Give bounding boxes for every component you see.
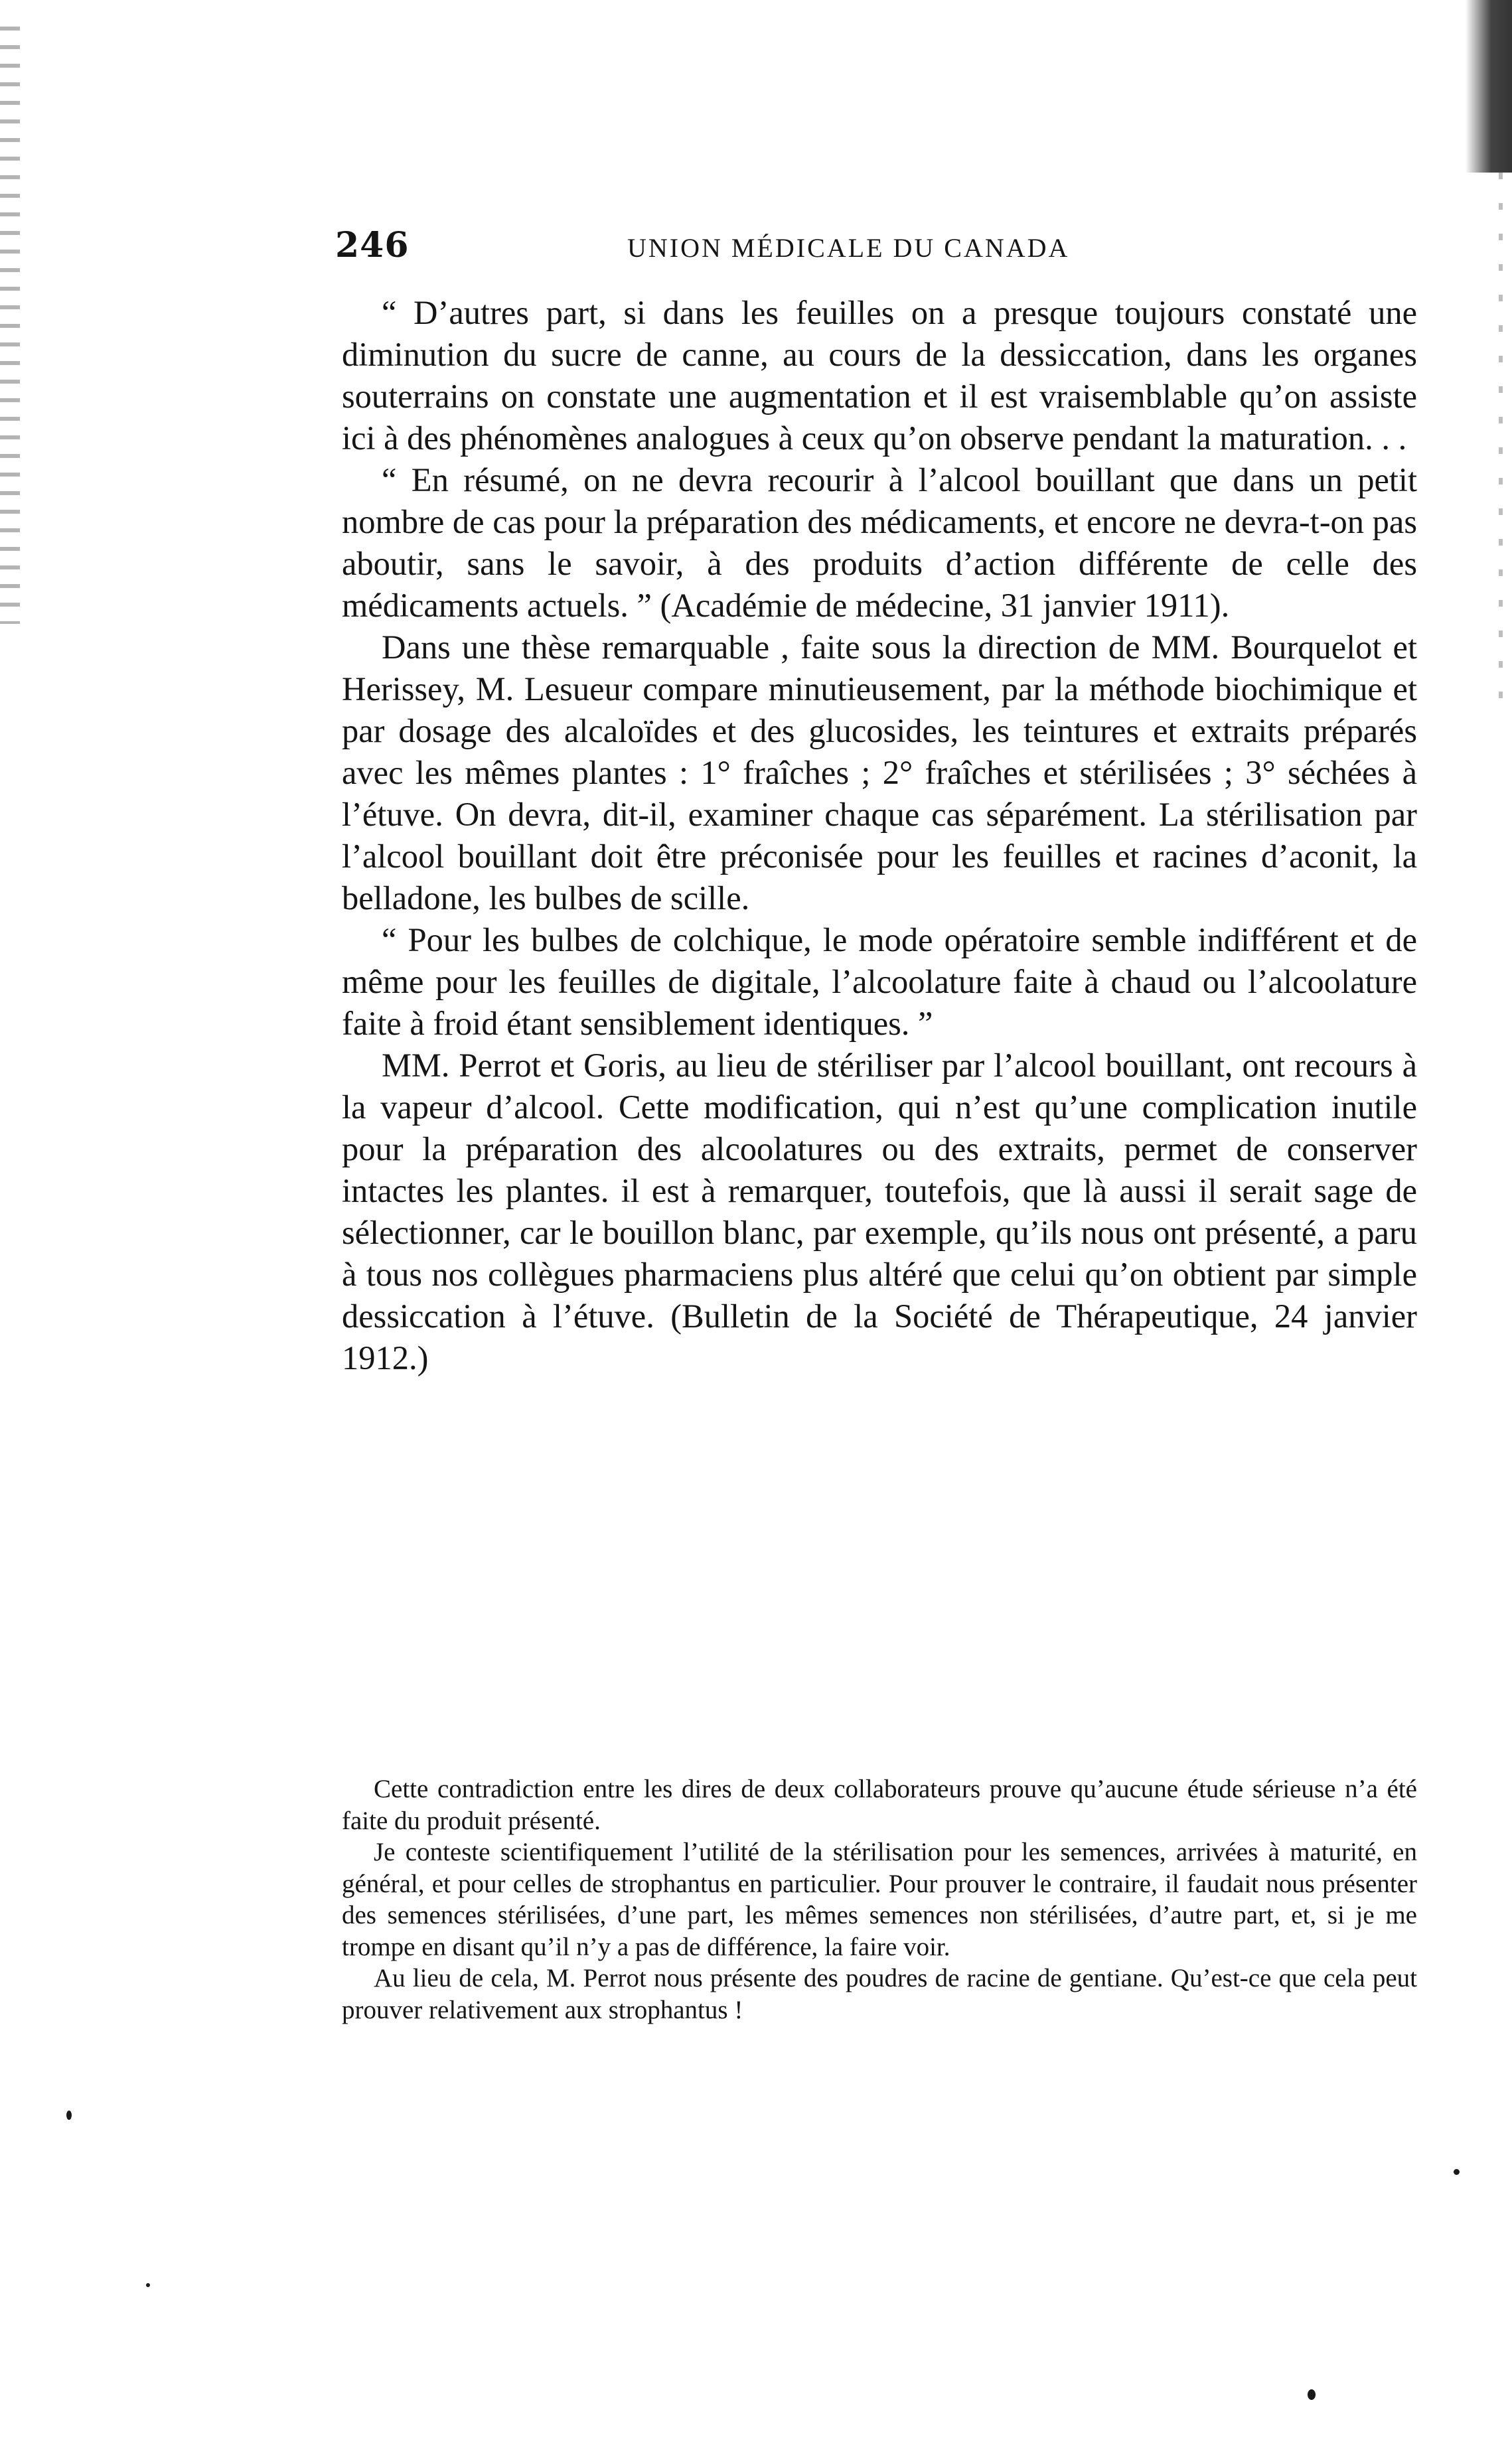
paragraph: “ D’autres part, si dans les feuilles on a presque toujours constaté une diminution du sucre de canne, au cours de la dessiccation, dans les organes souterrains on constate une augmentation et il est vraisemblable qu’on assiste ici à des phénomènes analogues à ceux qu’on observe pendant la maturation. . . (342, 294, 1417, 457)
scan-speck (66, 2111, 72, 2120)
paragraph: “ Pour les bulbes de colchique, le mode opératoire semble indifférent et de même pour les feuilles de digitale, l’alcoolature faite à chaud ou l’alcoolature faite à froid étant sensiblement identiques. ” (342, 921, 1417, 1042)
scan-edge-left (0, 27, 20, 624)
note-paragraph: Cette contradiction entre les dires de deux collaborateurs prouve qu’aucune étude sérieuse n’a été faite du produit présenté. (342, 1775, 1417, 1835)
running-title: UNION MÉDICALE DU CANADA (627, 233, 1070, 263)
scan-edge-right-marks (1499, 173, 1503, 717)
paragraph: MM. Perrot et Goris, au lieu de stériliser par l’alcool bouillant, ont recours à la vapeur d’alcool. Cette modification, qui n’est qu’une complication inutile pour la préparation des alcoolatures ou des extraits, permet de conserver intactes les plantes. il est à remarquer, toutefois, que là aussi il serait sage de sélectionner, car le bouillon blanc, par exemple, qu’ils nous ont présenté, a paru à tous nos collègues pharmaciens plus altéré que celui qu’on obtient par simple dessiccation à l’étuve. (Bulletin de la Société de Thérapeutique, 24 janvier 1912.) (342, 1047, 1417, 1377)
scan-speck (1308, 2389, 1316, 2400)
paragraph: “ En résumé, on ne devra recourir à l’alcool bouillant que dans un petit nombre de cas pour la préparation des médicaments, et encore ne devra-t-on pas aboutir, sans le savoir, à des produits d’action différente de celle des médicaments actuels. ” (Académie de médecine, 31 janvier 1911). (342, 461, 1417, 624)
page-header (335, 224, 1483, 277)
footer-notes (342, 1773, 1417, 2026)
scan-speck (1454, 2169, 1460, 2175)
scan-speck (146, 2283, 150, 2287)
scan-edge-right (1466, 0, 1512, 173)
main-text (342, 292, 1417, 1379)
note-paragraph: Au lieu de cela, M. Perrot nous présente des poudres de racine de gentiane. Qu’est-ce que cela peut prouver relativement aux strophantus ! (342, 1964, 1417, 2024)
paragraph: Dans une thèse remarquable , faite sous la direction de MM. Bourquelot et Herissey, M. Lesueur compare minutieusement, par la méthode biochimique et par dosage des alcaloïdes et des glucosides, les teintures et extraits préparés avec les mêmes plantes : 1° fraîches ; 2° fraîches et stérilisées ; 3° séchées à l’étuve. On devra, dit-il, examiner chaque cas séparément. La stérilisation par l’alcool bouillant doit être préconisée pour les feuilles et racines d’aconit, la belladone, les bulbes de scille. (342, 629, 1417, 917)
note-paragraph: Je conteste scientifiquement l’utilité de la stérilisation pour les semences, arrivées à maturité, en général, et pour celles de strophantus en particulier. Pour prouver le contraire, il faudait nous présenter des semences stérilisées, d’une part, les mêmes semences non stérilisées, d’autre part, et, si je me trompe en disant qu’il n’y a pas de différence, la faire voir. (342, 1838, 1417, 1961)
page-number: 246 (335, 225, 410, 265)
